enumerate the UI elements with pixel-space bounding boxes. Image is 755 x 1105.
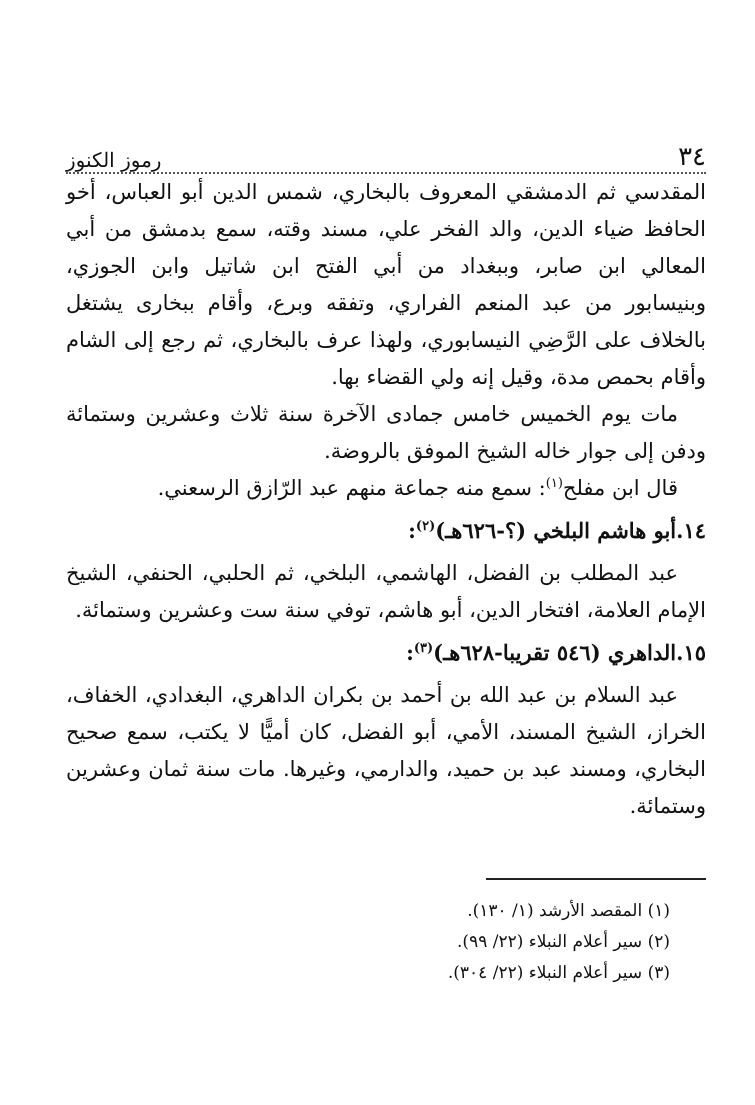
running-head	[66, 130, 706, 174]
paragraph-entry-14: عبد المطلب بن الفضل، الهاشمي، البلخي، ثم الحلبي، الحنفي، الشيخ الإمام العلامة، افتخار الدين، أبو هاشم، توفي سنة ست وعشرين وستمائة.	[66, 561, 706, 622]
entry-heading-15-text: ١٥.الداهري (٥٤٦ تقريبا-٦٢٨هـ)	[433, 640, 706, 665]
footnotes	[66, 896, 706, 989]
paragraph-biography: المقدسي ثم الدمشقي المعروف بالبخاري، شمس الدين أبو العباس، أخو الحافظ ضياء الدين، والد الفخر علي، مسند وقته، سمع بدمشق من أبي المعالي ابن صابر، وببغداد من أبي الفتح ابن شاتيل وابن الجوزي، وبنيسابور من عبد المنعم الفراري، وتفقه وبرع، وأقام ببخارى يشتغل بالخلاف على الرَّضِي النيسابوري، ولهذا عرف بالبخاري، ثم رجع إلى الشام وأقام بحمص مدة، وقيل إنه ولي القضاء بها.	[66, 180, 706, 389]
paragraph-quote	[66, 470, 706, 507]
entry-heading-14-text: ١٤.أبو هاشم البلخي (؟-٦٢٦هـ)	[435, 518, 706, 543]
footnote-ref-2: (٢)	[415, 519, 436, 534]
paragraph-entry-15: عبد السلام بن عبد الله بن أحمد بن بكران الداهري، البغدادي، الخفاف، الخراز، الشيخ المسند، الأمي، أبو الفضل، كان أميًّا لا يكتب، سمع صحيح البخاري، ومسند عبد بن حميد، والدارمي، وغيرها. مات سنة ثمان وعشرين وستمائة.	[66, 683, 706, 818]
footnote-1: (١) المقصد الأرشد (١/ ١٣٠).	[467, 901, 670, 921]
main-text	[66, 174, 706, 825]
page-number: ٣٤	[678, 142, 706, 172]
entry-heading-14-colon: :	[408, 518, 416, 543]
entry-heading-15-colon: :	[406, 640, 414, 665]
footnote-3: (٣) سير أعلام النبلاء (٢٢/ ٣٠٤).	[447, 963, 670, 983]
book-title: رموز الكنوز	[66, 148, 162, 172]
footnote-ref-3: (٣)	[413, 641, 434, 656]
footnote-ref-1: (١)	[545, 476, 563, 491]
footnote-rule	[486, 878, 706, 880]
paragraph-death: مات يوم الخميس خامس جمادى الآخرة سنة ثلاث وعشرين وستمائة ودفن إلى جوار خاله الشيخ الموفق بالروضة.	[66, 402, 706, 463]
footnote-2: (٢) سير أعلام النبلاء (٢٢/ ٩٩).	[457, 932, 670, 952]
entry-heading-15	[66, 629, 706, 677]
quote-lead: قال ابن مفلح	[562, 476, 678, 500]
book-page	[66, 130, 706, 983]
entry-heading-14	[66, 507, 706, 555]
quote-rest: : سمع منه جماعة منهم عبد الرّازق الرسعني.	[157, 476, 546, 500]
